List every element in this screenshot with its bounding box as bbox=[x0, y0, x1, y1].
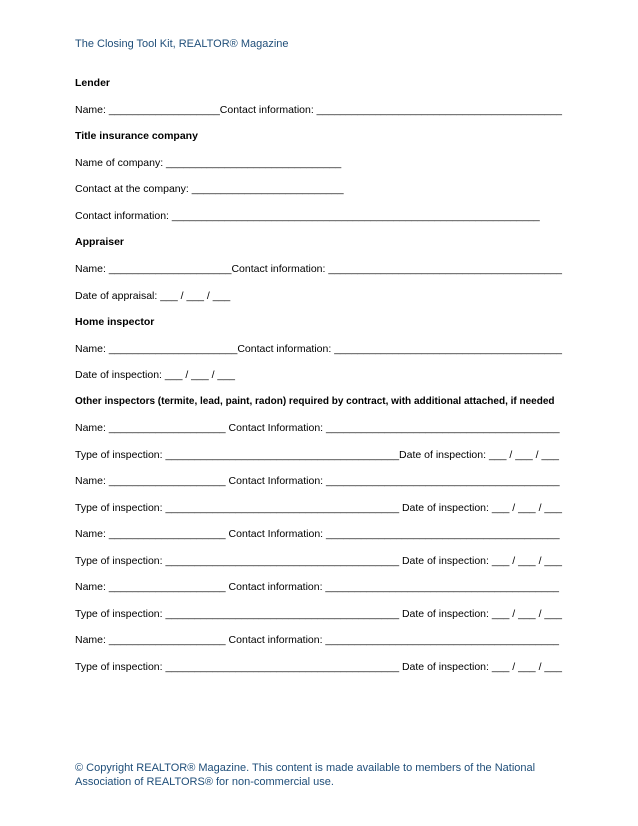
form-line: Name: ____________________ Contact Information: ________________________________________ bbox=[75, 528, 560, 540]
form-line: Type of inspection: ________________________________________ Date of inspection: ___ / ___ / ___ bbox=[75, 502, 562, 514]
form-line: Type of inspection: ________________________________________Date of inspection: ___ / ___ / ___ bbox=[75, 449, 559, 461]
section-heading-home-inspector: Home inspector bbox=[75, 316, 155, 328]
form-line: Type of inspection: ________________________________________ Date of inspection: ___ / ___ / ___ bbox=[75, 608, 562, 620]
form-line: Name: ____________________ Contact Information: ________________________________________ bbox=[75, 475, 560, 487]
form-line: Name: ____________________ Contact information: ________________________________________ bbox=[75, 634, 560, 646]
form-line: Name: ___________________Contact information: __________________________________________ bbox=[75, 104, 562, 116]
copyright-footer: © Copyright REALTOR® Magazine. This content is made available to members of the National Association of REALTORS® for non-commercial use. bbox=[75, 762, 536, 788]
section-heading-title-insurance: Title insurance company bbox=[75, 130, 198, 142]
form-line: Date of appraisal: ___ / ___ / ___ bbox=[75, 290, 231, 302]
form-line: Name: ____________________ Contact information: ________________________________________ bbox=[75, 581, 560, 593]
section-heading-appraiser: Appraiser bbox=[75, 236, 125, 248]
section-heading-lender: Lender bbox=[75, 77, 111, 89]
form-line: Name: ____________________ Contact Information: ________________________________________ bbox=[75, 422, 560, 434]
form-line: Name of company: ______________________________ bbox=[75, 157, 342, 169]
form-line: Contact information: _______________________________________________________________ bbox=[75, 210, 540, 222]
form-line: Type of inspection: ________________________________________ Date of inspection: ___ / ___ / ___ bbox=[75, 661, 562, 673]
form-line: Contact at the company: __________________________ bbox=[75, 183, 344, 195]
document-header: The Closing Tool Kit, REALTOR® Magazine bbox=[75, 38, 289, 50]
form-line: Date of inspection: ___ / ___ / ___ bbox=[75, 369, 235, 381]
form-line: Type of inspection: ________________________________________ Date of inspection: ___ / ___ / ___ bbox=[75, 555, 562, 567]
form-line: Name: ______________________Contact information: _______________________________________ bbox=[75, 343, 562, 355]
section-heading-other-inspectors: Other inspectors (termite, lead, paint, radon) required by contract, with additional attached, if needed bbox=[75, 396, 555, 407]
form-line: Name: _____________________Contact information: ________________________________________ bbox=[75, 263, 562, 275]
